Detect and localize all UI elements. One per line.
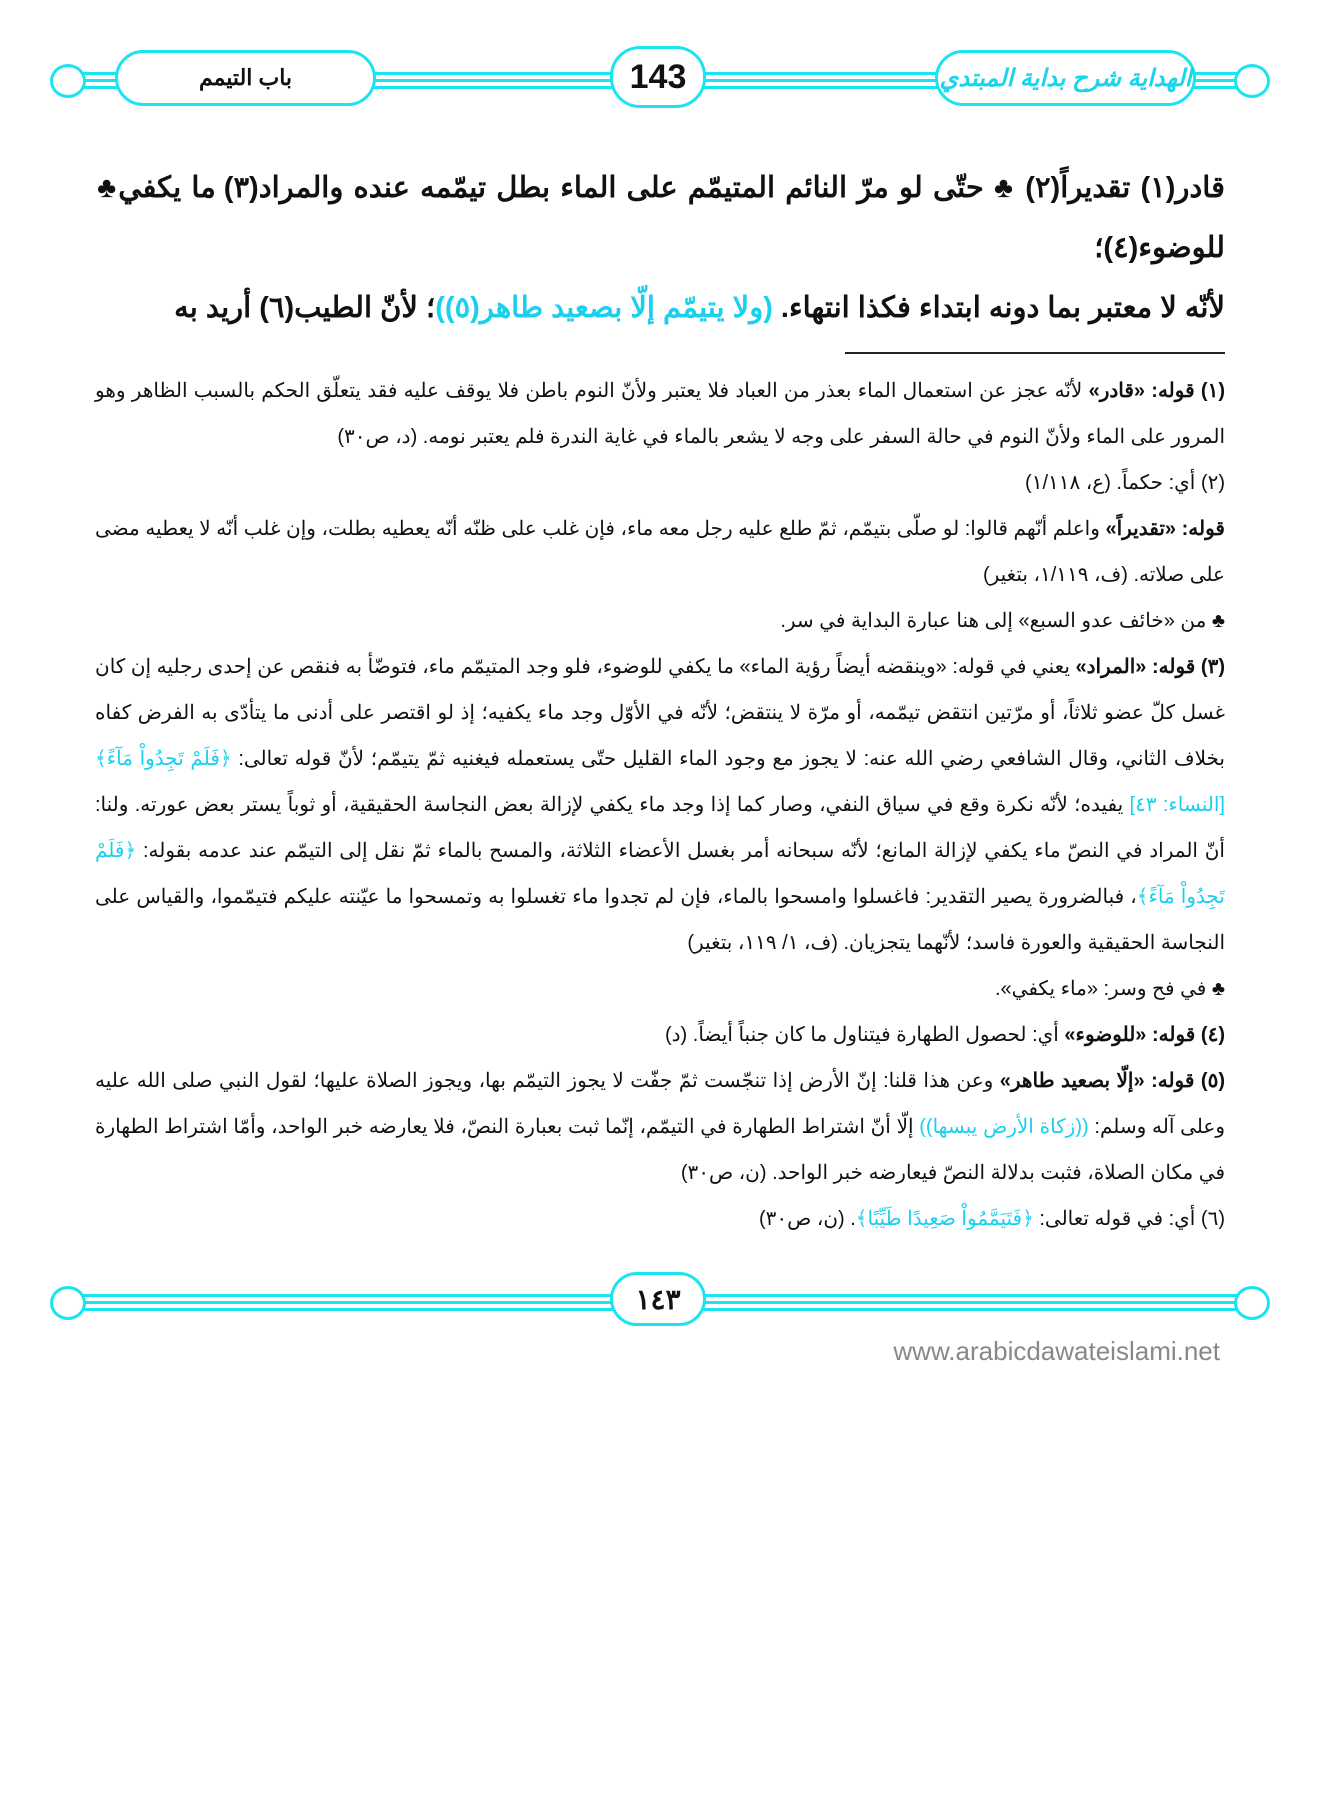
footnote bbox=[95, 644, 1225, 966]
footnote bbox=[95, 1196, 1225, 1242]
footnote bbox=[95, 460, 1225, 506]
lemma-label: (٤) قوله: «للوضوء» bbox=[1058, 1024, 1225, 1046]
page-number: 143 bbox=[610, 46, 706, 108]
text-segment: أي: لحصول الطهارة فيتناول ما كان جنباً أيضاً. (د) bbox=[664, 1024, 1059, 1046]
text-segment: (٢) أي: حكماً. (ع، ١/١١٨) bbox=[1025, 472, 1225, 494]
lemma-label: (٣) قوله: «المراد» bbox=[1069, 656, 1226, 678]
footnote bbox=[95, 1012, 1225, 1058]
text-segment: واعلم أنّهم قالوا: لو صلّى بتيمّم، ثمّ طلع عليه رجل معه ماء، فإن غلب على ظنّه أنّه يعطيه بطلت، وإن غلب أنّه لا يعطيه مضى على صلاته. (ف، ١/١١٩، بتغير) bbox=[95, 518, 1225, 586]
page-footer bbox=[50, 1272, 1270, 1330]
page-header bbox=[50, 50, 1270, 108]
main-text bbox=[95, 158, 1225, 338]
text-segment: (٦) أي: في قوله تعالى: bbox=[1033, 1208, 1225, 1230]
quoted-text: ((زكاة الأرض يبسها)) bbox=[919, 1116, 1089, 1138]
website-url[interactable]: www.arabicdawateislami.net bbox=[893, 1336, 1220, 1366]
text-segment: ♣ من «خائف عدو السبع» إلى هنا عبارة البداية في سر. bbox=[780, 610, 1225, 632]
text-segment: يفيده؛ لأنّه نكرة وقع في سياق النفي، وصار كما إذا وجد ماء يكفي لإزالة بعض النجاسة الحقيقية، أو ثوباً يستر بعض عورته. ولنا: أنّ المراد في النصّ ماء يكفي لإزالة المانع؛ لأنّه سبحانه أمر بغسل الأعضاء الثلاثة، والمسح بالماء ثمّ نقل إلى التيمّم عند عدمه بقوله: bbox=[95, 794, 1225, 862]
quoted-text: ﴿فَلَمْ تَجِدُواْ مَآءً﴾ bbox=[95, 840, 1225, 908]
main-text-line bbox=[95, 158, 1225, 278]
quoted-text: (ولا يتيمّم إلّا بصعيد طاهر(٥)) bbox=[435, 292, 773, 324]
text-segment: ، فبالضرورة يصير التقدير: فاغسلوا وامسحوا بالماء، فإن لم تجدوا ماء تغسلوا به وتمسحوا ما عيّنته عليكم فتيمّموا، والقياس على النجاسة الحقيقية والعورة فاسد؛ لأنّهما يتجزيان. (ف، ١/ ١١٩، بتغير) bbox=[95, 886, 1225, 954]
footnote bbox=[95, 1058, 1225, 1196]
text-segment: ♣ في فح وسر: «ماء يكفي». bbox=[994, 978, 1225, 1000]
main-text-line bbox=[95, 278, 1225, 338]
footnote bbox=[95, 506, 1225, 598]
footnotes bbox=[95, 368, 1225, 1242]
footnote bbox=[95, 966, 1225, 1012]
footer-page-number: ١٤٣ bbox=[610, 1272, 706, 1326]
ornament-end-right bbox=[1234, 1286, 1270, 1320]
text-segment: يعني في قوله: «وينقضه أيضاً رؤية الماء» ما يكفي للوضوء، فلو وجد المتيمّم ماء، فتوضّأ به فنقص عن إحدى رجليه إن كان غسل كلّ عضو ثلاثاً، أو مرّتين انتقض تيمّمه، أو مرّة لا ينتقض؛ لأنّه في الأوّل وجد ماء يكفيه؛ إذ لو اقتصر على أدنى ما يتأدّى به الفرض كفاه بخلاف الثاني، وقال الشافعي رضي الله عنه: لا يجوز مع وجود الماء القليل حتّى يستعمله فيغنيه ثمّ يتيمّم؛ لأنّ قوله تعالى: bbox=[95, 656, 1225, 770]
text-segment: . (ن، ص٣٠) bbox=[758, 1208, 856, 1230]
book-title-logo: الهداية شرح بداية المبتدي bbox=[935, 50, 1196, 106]
text-segment: قادر(١) تقديراً(٢) ♣ حتّى لو مرّ النائم المتيمّم على الماء بطل تيمّمه عنده والمراد(٣) ما يكفي♣ للوضوء(٤)؛ bbox=[95, 172, 1225, 264]
ornament-end-right bbox=[1234, 64, 1270, 98]
chapter-title: باب التيمم bbox=[115, 50, 376, 106]
footnote bbox=[95, 368, 1225, 460]
lemma-label: قوله: «تقديراً» bbox=[1099, 518, 1225, 540]
lemma-label: (٥) قوله: «إلّا بصعيد طاهر» bbox=[993, 1070, 1225, 1092]
lemma-label: (١) قوله: «قادر» bbox=[1082, 380, 1225, 402]
ornament-end-left bbox=[50, 1286, 86, 1320]
footnote bbox=[95, 598, 1225, 644]
text-segment: لأنّه عجز عن استعمال الماء بعذر من العباد فلا يعتبر ولأنّ النوم باطن فلا يوقف عليه فقد يتعلّق الحكم بالسبب الظاهر وهو المرور على الماء ولأنّ النوم في حالة السفر على وجه لا يشعر بالماء في غاية الندرة فلم يعتبر نومه. (د، ص٣٠) bbox=[95, 380, 1225, 448]
text-segment: لأنّه لا معتبر بما دونه ابتداء فكذا انتهاء. bbox=[772, 292, 1225, 324]
text-segment: إلّا أنّ اشتراط الطهارة في التيمّم، إنّما ثبت بعبارة النصّ، فلا يعارضه خبر الواحد، وأمّا اشتراط الطهارة في مكان الصلاة، فثبت بدلالة النصّ فيعارضه خبر الواحد. (ن، ص٣٠) bbox=[95, 1116, 1225, 1184]
footnote-divider bbox=[845, 352, 1225, 354]
quoted-text: ﴿فَتَيَمَّمُواْ صَعِيدًا طَيِّبًا﴾ bbox=[855, 1208, 1034, 1230]
text-segment: وعن هذا قلنا: إنّ الأرض إذا تنجّست ثمّ جفّت لا يجوز التيمّم بها، ويجوز الصلاة عليها؛ لقول النبي صلى الله عليه وعلى آله وسلم: bbox=[95, 1070, 1225, 1138]
text-segment: ؛ لأنّ الطيب(٦) أريد به bbox=[174, 292, 436, 324]
ornament-end-left bbox=[50, 64, 86, 98]
quoted-text: ﴿فَلَمْ تَجِدُواْ مَآءً﴾ [النساء: ٤٣] bbox=[95, 748, 1225, 816]
